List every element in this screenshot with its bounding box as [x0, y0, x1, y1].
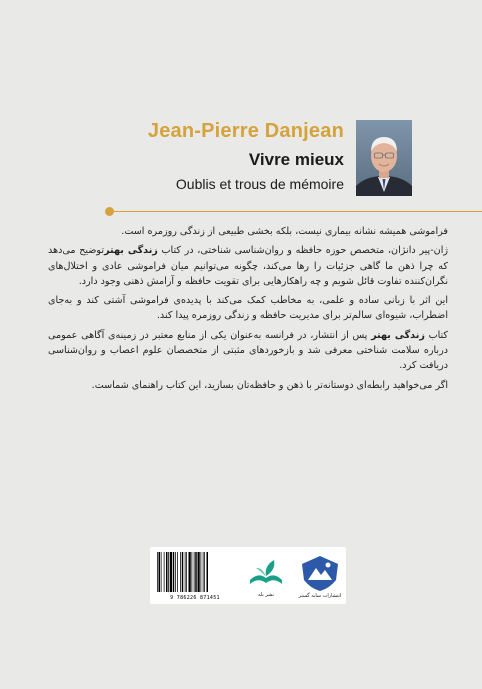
divider-line [112, 211, 482, 212]
publisher-logo-2 [298, 554, 342, 602]
blurb-text: توضیح می‌دهد که چرا ذهن ما گاهی جزئیات را رها می‌کند، چگونه می‌توانیم میان فراموشی عادی و اختلال‌های نگران‌کننده تفاوت قائل شویم و چه راهکارهایی برای تقویت حافظه و آرامش ذهنی وجود دارد. [48, 245, 448, 287]
publisher-2-name: انتشارات سایه گستر [298, 593, 342, 599]
blurb-paragraph-3: این اثر با زبانی ساده و علمی، به مخاطب کمک می‌کند با پدیده‌ی فراموشی آشتی کند و به‌جای اضطراب، شیوه‌ای سالم‌تر برای مدیریت حافظه و زندگی روزمره پیدا کند. [48, 295, 448, 322]
author-photo [356, 120, 412, 196]
open-book-leaf-icon [246, 556, 286, 590]
divider-dot [105, 207, 114, 216]
blurb-paragraph-1: فراموشی همیشه نشانه بیماری نیست، بلکه بخشی طبیعی از زندگی روزمره است. [121, 226, 448, 237]
book-title: Vivre mieux [248, 150, 344, 169]
isbn-barcode [155, 551, 235, 601]
book-subtitle: Oublis et trous de mémoire [175, 176, 344, 192]
publisher-1-name: نشر بله [258, 592, 274, 598]
blurb-text: ژان-پیر دانژان، متخصص حوزه حافظه و روان‌شناسی شناختی، در کتاب [157, 245, 448, 257]
blurb-text: کتاب [424, 329, 448, 341]
book-title-fa: زندگی بهتر [371, 329, 425, 341]
isbn-number: 9 786226 871451 [170, 595, 220, 601]
blurb-text: پس از انتشار، در فرانسه به‌عنوان یکی از منابع معتبر در زمینه‌ی آگاهی عمومی درباره سلامت شناختی معرفی شد و بازخوردهای مثبتی از متخصصان علوم اعصاب و روان‌شناسی دریافت کرد. [48, 329, 448, 372]
publisher-logo-1 [246, 556, 286, 600]
mountain-shield-icon [298, 554, 342, 592]
barcode-bars [155, 551, 235, 595]
blurb [48, 224, 448, 397]
blurb-paragraph-2 [48, 243, 448, 289]
author-name: Jean-Pierre Danjean [147, 120, 344, 142]
blurb-paragraph-5: اگر می‌خواهید رابطه‌ای دوستانه‌تر با ذهن و حافظه‌تان بسازید، این کتاب راهنمای شماست. [91, 379, 448, 391]
blurb-paragraph-4 [48, 328, 448, 374]
book-title-fa: زندگی بهتر [104, 245, 158, 257]
